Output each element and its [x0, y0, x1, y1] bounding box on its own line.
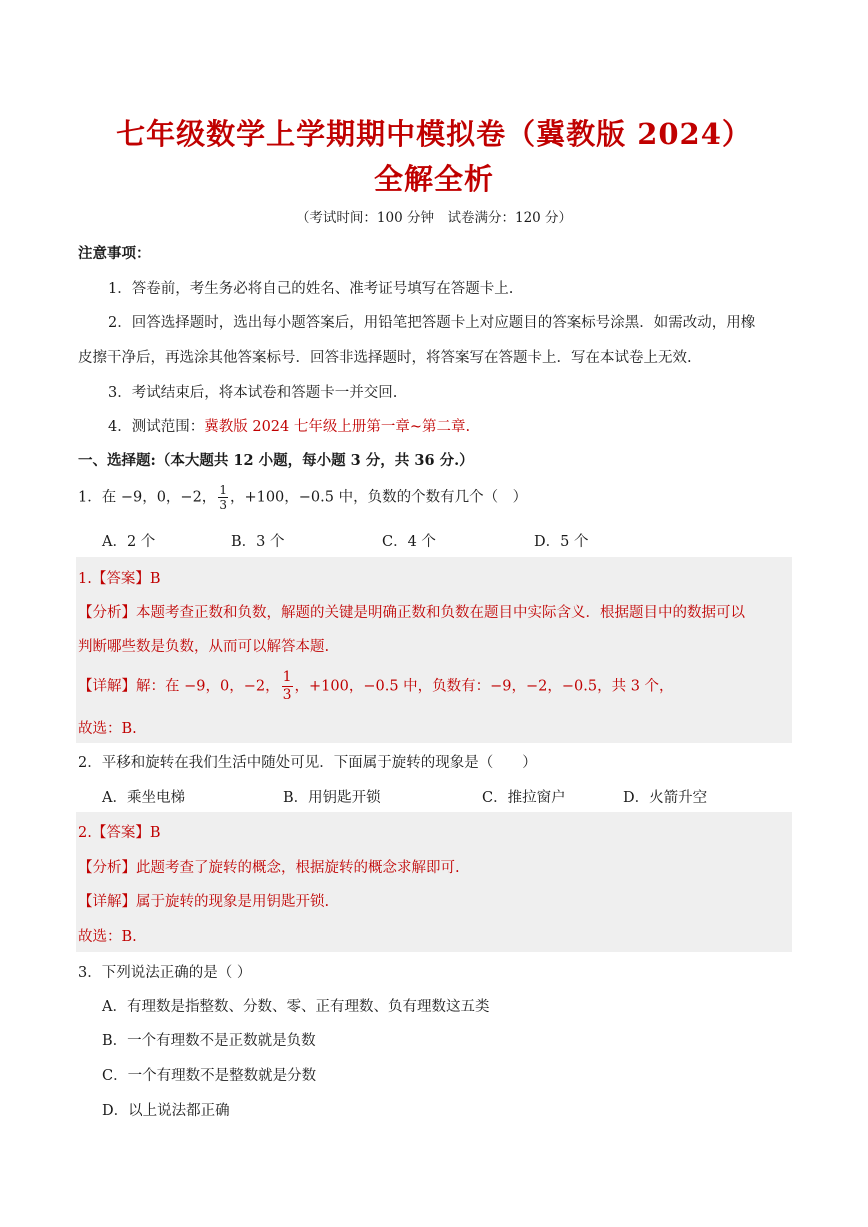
q1-option-c: C．4 个 — [382, 534, 436, 550]
q2-option-c: C．推拉窗户 — [482, 790, 566, 806]
section-heading: 一、选择题:（本大题共 12 小题，每小题 3 分，共 36 分.） — [78, 452, 474, 469]
q2-solution-box — [76, 812, 792, 952]
note-2-line2: 皮擦干净后，再选涂其他答案标号．回答非选择题时，将答案写在答题卡上．写在本试卷上无效. — [78, 350, 692, 366]
q1-fraction-numerator: 1 — [219, 483, 227, 497]
q2-option-d: D．火箭升空 — [623, 790, 708, 806]
q2-option-b: B．用钥匙开锁 — [283, 790, 381, 806]
q1-fraction — [218, 483, 228, 512]
exam-info: （考试时间：100 分钟 试卷满分：120 分） — [295, 210, 573, 226]
q1-stem-part1: 1．在 −9，0，−2， — [78, 489, 217, 506]
q2-answer: 2.【答案】B — [78, 825, 161, 841]
note-3: 3．考试结束后，将本试卷和答题卡一并交回. — [108, 385, 398, 401]
note-2-line1: 2．回答选择题时，选出每小题答案后，用铅笔把答题卡上对应题目的答案标号涂黑．如需改动，用橡 — [108, 315, 756, 331]
question-2-stem: 2．平移和旋转在我们生活中随处可见．下面属于旋转的现象是（ ） — [78, 755, 537, 771]
q3-option-d: D．以上说法都正确 — [102, 1103, 230, 1119]
q1-stem-part2: ，+100，−0.5 中，负数的个数有几个（ ） — [229, 489, 528, 506]
q1-detail-fraction — [282, 669, 293, 704]
q3-option-a: A．有理数是指整数、分数、零、正有理数、负有理数这五类 — [102, 999, 490, 1015]
page-title: 七年级数学上学期期中模拟卷（冀教版 2024） — [116, 117, 752, 151]
q1-option-d: D．5 个 — [534, 534, 589, 550]
note-4 — [108, 415, 470, 436]
q1-answer: 1.【答案】B — [78, 571, 161, 587]
question-1-stem — [78, 483, 527, 512]
page-subtitle-title: 全解全析 — [373, 162, 494, 196]
q1-option-a: A．2 个 — [102, 534, 156, 550]
q1-fraction-denominator: 3 — [219, 498, 227, 512]
q2-conclusion: 故选：B. — [78, 929, 137, 945]
notes-heading: 注意事项： — [78, 245, 151, 262]
question-3-stem: 3．下列说法正确的是（ ） — [78, 965, 252, 981]
q1-detail-denominator: 3 — [282, 687, 292, 703]
q3-option-b: B．一个有理数不是正数就是负数 — [102, 1033, 316, 1049]
q1-analysis-line2: 判断哪些数是负数，从而可以解答本题. — [78, 639, 330, 655]
q3-option-c: C．一个有理数不是整数就是分数 — [102, 1068, 317, 1084]
note-4-prefix: 4．测试范围： — [108, 419, 205, 435]
note-1: 1．答卷前，考生务必将自己的姓名、准考证号填写在答题卡上. — [108, 281, 514, 297]
q1-conclusion: 故选：B. — [78, 721, 137, 737]
note-4-range: 冀教版 2024 七年级上册第一章~第二章. — [204, 419, 471, 435]
q1-detail-part2: ，+100，−0.5 中，负数有：−9，−2，−0.5，共 3 个， — [294, 678, 674, 695]
q1-analysis-line1: 【分析】本题考查正数和负数，解题的关键是明确正数和负数在题目中实际含义．根据题目中的数据可以 — [78, 605, 745, 621]
q2-detail: 【详解】属于旋转的现象是用钥匙开锁. — [78, 894, 330, 910]
q1-detail-numerator: 1 — [282, 669, 292, 685]
q1-option-b: B．3 个 — [231, 534, 285, 550]
q1-detail-part1: 【详解】解：在 −9，0，−2， — [78, 678, 280, 695]
q2-analysis: 【分析】此题考查了旋转的概念，根据旋转的概念求解即可. — [78, 860, 460, 876]
q2-option-a: A．乘坐电梯 — [102, 790, 185, 806]
q1-detail — [78, 669, 674, 704]
